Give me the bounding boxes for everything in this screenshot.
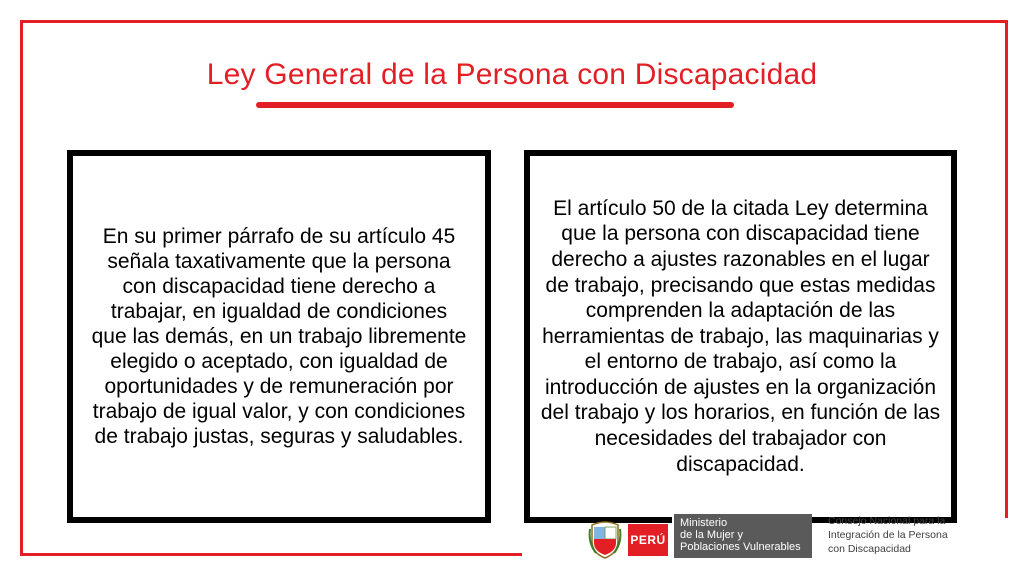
ministry-line-2: de la Mujer y — [680, 529, 743, 541]
frame-border-bottom — [20, 553, 522, 556]
ministry-logo — [672, 514, 812, 558]
article-50-text: El artículo 50 de la citada Ley determina que la persona con discapacidad tiene derecho a ajustes razonables en el lugar de trabajo, precisando que estas medidas comprenden la adaptación de las herramientas de trabajo, las maquinarias y el entorno de trabajo, así como la introducción de ajustes en la organización del trabajo y los horarios, en función de las necesidades del trabajador con discapacidad. — [540, 196, 941, 476]
council-line-1: Consejo Nacional para la — [828, 515, 946, 527]
council-line-2: Integración de la Persona — [828, 529, 948, 541]
article-50-box — [524, 150, 957, 523]
slide-title: Ley General de la Persona con Discapacidad — [206, 58, 818, 91]
council-line-3: con Discapacidad — [828, 543, 911, 555]
frame-border-left — [20, 20, 23, 556]
footer-logos — [588, 514, 968, 564]
article-45-box — [67, 150, 491, 523]
peru-logo: PERÚ — [628, 524, 668, 556]
council-logo-text — [828, 514, 968, 556]
ministry-line-3: Poblaciones Vulnerables — [680, 541, 801, 553]
frame-border-top — [20, 20, 1008, 23]
coat-of-arms-icon — [588, 519, 622, 559]
title-underline — [256, 102, 734, 108]
frame-border-right — [1005, 20, 1008, 518]
ministry-line-1: Ministerio — [680, 517, 728, 529]
article-45-text: En su primer párrafo de su artículo 45 señala taxativamente que la persona con discapacidad tiene derecho a trabajar, en igualdad de condiciones que las demás, en un trabajo libremente elegido o aceptado, con igualdad de oportunidades y de remuneración por trabajo de igual valor, y con condiciones de trabajo justas, seguras y saludables. — [91, 225, 467, 448]
